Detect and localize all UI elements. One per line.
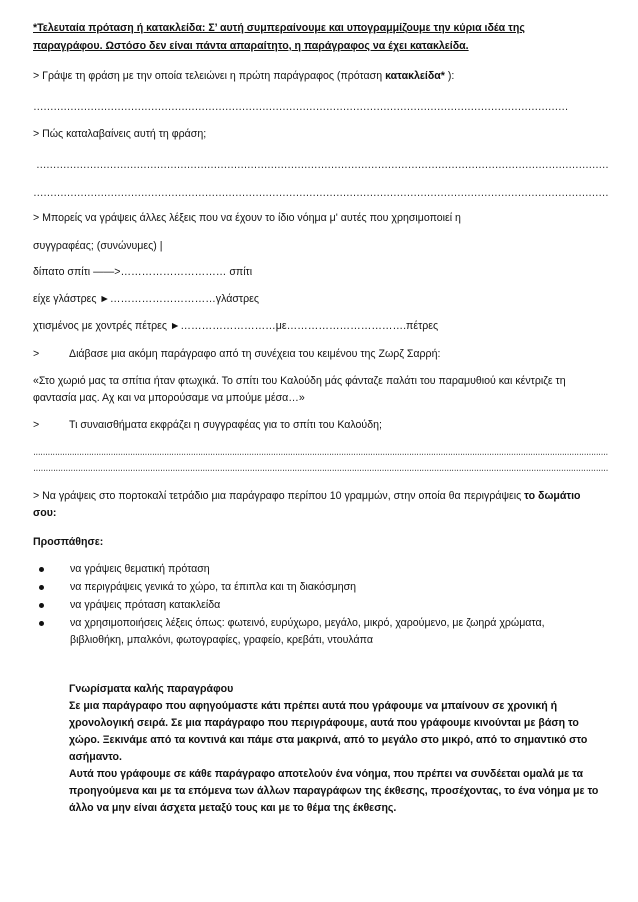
question-1 xyxy=(33,70,454,83)
synonym-row-3[interactable]: χτισμένος με χοντρές πέτρες ►………………………με…………………………….πέτρες xyxy=(33,320,439,332)
bullet-icon xyxy=(39,567,44,572)
try-label: Προσπάθησε: xyxy=(33,536,104,548)
question-3-line-1: > Μπορείς να γράψεις άλλες λέξεις που να έχουν το ίδιο νόημα μ' αυτές που χρησιμοποιεί η xyxy=(33,212,461,224)
question-3-line-2: συγγραφέας; (συνώνυμες) | xyxy=(33,240,163,252)
quote-line-2: φαντασία μας. Αχ και να μπορούσαμε να μπούμε μέσα…» xyxy=(33,392,305,404)
answer-line-2a[interactable]: ……………………………………………………………………………………………………………………………………………………… xyxy=(36,159,609,171)
synonym-row-2[interactable]: είχε γλάστρες ►…………………………γλάστρες xyxy=(33,293,259,305)
question-1-bold: κατακλείδα* xyxy=(385,70,445,82)
bullet-icon xyxy=(39,603,44,608)
list-item-text: να περιγράψεις γενικά το χώρο, τα έπιπλα και τη διακόσμηση xyxy=(70,581,357,593)
features-line-7: άλλο να μην είναι άσχετα μεταξύ τους και με το θέμα της έκθεσης. xyxy=(69,802,397,814)
task-line-2: σου: xyxy=(33,507,57,519)
task-line-1 xyxy=(33,490,581,503)
answer-line-5b[interactable]: …………………………………………………………………………………………………………………………………………………………………………………………………………… xyxy=(33,462,609,474)
question-2: > Πώς καταλαβαίνεις αυτή τη φράση; xyxy=(33,128,207,140)
question-1-suffix: ): xyxy=(444,70,455,82)
features-line-1: Σε μια παράγραφο που αφηγούμαστε κάτι πρέπει αυτά που γράφουμε να μπαίνουν σε χρονική ή xyxy=(69,700,558,712)
bullet-icon xyxy=(39,585,44,590)
list-item-text: βιβλιοθήκη, μπαλκόνι, φωτογραφίες, γραφείο, κρεβάτι, ντουλάπα xyxy=(70,634,373,646)
features-line-4: ασήμαντο. xyxy=(69,751,122,763)
question-5-marker: > xyxy=(33,419,40,431)
features-line-6: προηγούμενα και με τα επόμενα των άλλων παραγράφων της έκθεσης, προσέχοντας, το ένα νόημα με το xyxy=(69,785,599,797)
answer-line-5a[interactable]: ………………………………………………………………………………………………………………………………………………………………………………………………………………… xyxy=(33,446,608,458)
quote-line-1: «Στο χωριό μας τα σπίτια ήταν φτωχικά. Το σπίτι του Καλούδη μάς φάνταζε παλάτι του παραμυθιού και κέντριζε τη xyxy=(33,375,566,387)
features-title: Γνωρίσματα καλής παραγράφου xyxy=(69,683,234,695)
answer-line-1[interactable]: …………………………………………………………………………………………………………………………………………… xyxy=(33,101,568,113)
task-line-1-bold: το δωμάτιο xyxy=(524,490,581,502)
features-line-5: Αυτά που γράφουμε σε κάθε παράγραφο αποτελούν ένα νόημα, που πρέπει να συνδέεται ομαλά με τα xyxy=(69,768,584,780)
question-5-text: Τι συναισθήματα εκφράζει η συγγραφέας για το σπίτι του Καλούδη; xyxy=(69,419,382,431)
question-4-marker: > xyxy=(33,348,40,360)
definition-line-2: παραγράφου. Ωστόσο δεν είναι πάντα απαραίτητο, η παράγραφος να έχει κατακλείδα. xyxy=(33,40,469,52)
features-line-3: χώρο. Ξεκινάμε από τα κοντινά και πάμε στα μακρινά, από το μεγάλο στο μικρό, από το σημαντικό στο xyxy=(69,734,588,746)
list-item-text: να χρησιμοποιήσεις λέξεις όπως: φωτεινό, ευρύχωρο, μεγάλο, μικρό, χαρούμενο, με ζωηρά χρώματα, xyxy=(70,617,545,629)
question-1-prefix: > Γράψε τη φράση με την οποία τελειώνει η πρώτη παράγραφος (πρόταση xyxy=(33,70,386,82)
synonym-row-1[interactable]: δίπατο σπίτι ——>………………………… σπίτι xyxy=(33,266,253,278)
list-item-text: να γράψεις πρόταση κατακλείδα xyxy=(70,599,221,611)
list-item-text: να γράψεις θεματική πρόταση xyxy=(70,563,210,575)
features-line-2: χρονολογική σειρά. Σε μια παράγραφο που περιγράφουμε, αυτά που γράφουμε κινούνται με βάση το xyxy=(69,717,579,729)
bullet-icon xyxy=(39,621,44,626)
task-line-1-prefix: > Να γράψεις στο πορτοκαλί τετράδιο μια παράγραφο περίπου 10 γραμμών, στην οποία θα περιγράψεις xyxy=(33,490,525,502)
definition-line-1: *Τελευταία πρόταση ή κατακλείδα: Σ’ αυτή συμπεραίνουμε και υπογραμμίζουμε την κύρια ιδέα της xyxy=(33,22,525,34)
answer-line-2b[interactable]: ……………………………………………………………………………………………………………………………………………………… xyxy=(33,187,609,199)
question-4-text: Διάβασε μια ακόμη παράγραφο από τη συνέχεια του κειμένου της Ζωρζ Σαρρή: xyxy=(69,348,441,360)
